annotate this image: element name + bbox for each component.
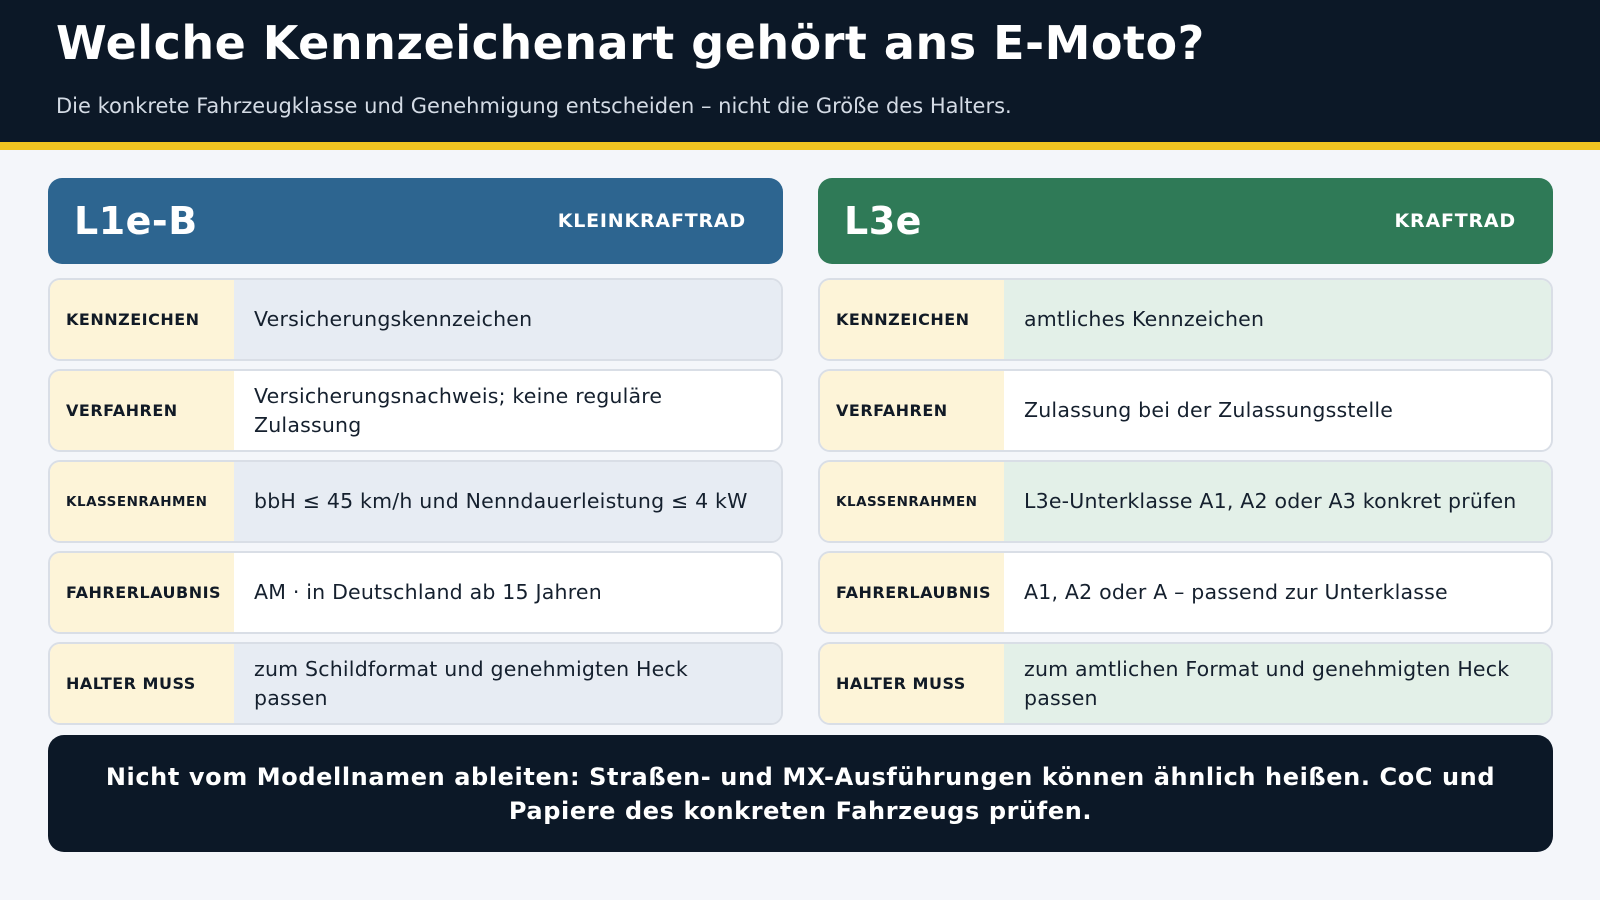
- row-label: KLASSENRAHMEN: [820, 462, 1004, 541]
- info-row-verfahren: [818, 369, 1553, 452]
- row-value: Versicherungsnachweis; keine reguläre Zulassung: [234, 371, 781, 450]
- info-row-kennzeichen: [818, 278, 1553, 361]
- column-header: [818, 178, 1553, 264]
- page-title: Welche Kennzeichenart gehört ans E-Moto?: [56, 16, 1205, 70]
- info-row-halter-muss: [818, 642, 1553, 725]
- info-row-kennzeichen: [48, 278, 783, 361]
- row-value: amtliches Kennzeichen: [1004, 280, 1551, 359]
- row-value: zum amtlichen Format und genehmigten Heck passen: [1004, 644, 1551, 723]
- row-label: HALTER MUSS: [50, 644, 234, 723]
- class-code: L3e: [844, 199, 922, 243]
- info-row-fahrerlaubnis: [818, 551, 1553, 634]
- row-label: FAHRERLAUBNIS: [50, 553, 234, 632]
- row-label: HALTER MUSS: [820, 644, 1004, 723]
- row-value: zum Schildformat und genehmigten Heck passen: [234, 644, 781, 723]
- row-value: A1, A2 oder A – passend zur Unterklasse: [1004, 553, 1551, 632]
- info-row-halter-muss: [48, 642, 783, 725]
- class-column-l3e: [818, 178, 1553, 733]
- info-row-klassenrahmen: [48, 460, 783, 543]
- row-value: Zulassung bei der Zulassungsstelle: [1004, 371, 1551, 450]
- row-value: bbH ≤ 45 km/h und Nenndauerleistung ≤ 4 kW: [234, 462, 781, 541]
- class-type: KRAFTRAD: [1394, 210, 1516, 232]
- page-subtitle: Die konkrete Fahrzeugklasse und Genehmigung entscheiden – nicht die Größe des Halters.: [56, 94, 1012, 118]
- row-value: AM · in Deutschland ab 15 Jahren: [234, 553, 781, 632]
- accent-stripe: [0, 142, 1600, 150]
- row-label: FAHRERLAUBNIS: [820, 553, 1004, 632]
- row-label: VERFAHREN: [820, 371, 1004, 450]
- info-row-verfahren: [48, 369, 783, 452]
- row-label: KENNZEICHEN: [820, 280, 1004, 359]
- warning-note: Nicht vom Modellnamen ableiten: Straßen- und MX-Ausführungen können ähnlich heißen. CoC und Papiere des konkreten Fahrzeugs prüfen.: [48, 735, 1553, 852]
- class-type: KLEINKRAFTRAD: [557, 210, 746, 232]
- row-label: VERFAHREN: [50, 371, 234, 450]
- header-bar: [0, 0, 1600, 142]
- row-value: Versicherungskennzeichen: [234, 280, 781, 359]
- row-label: KLASSENRAHMEN: [50, 462, 234, 541]
- info-row-klassenrahmen: [818, 460, 1553, 543]
- row-label: KENNZEICHEN: [50, 280, 234, 359]
- class-column-l1e-b: [48, 178, 783, 733]
- info-row-fahrerlaubnis: [48, 551, 783, 634]
- row-value: L3e-Unterklasse A1, A2 oder A3 konkret prüfen: [1004, 462, 1551, 541]
- class-code: L1e-B: [74, 199, 198, 243]
- column-header: [48, 178, 783, 264]
